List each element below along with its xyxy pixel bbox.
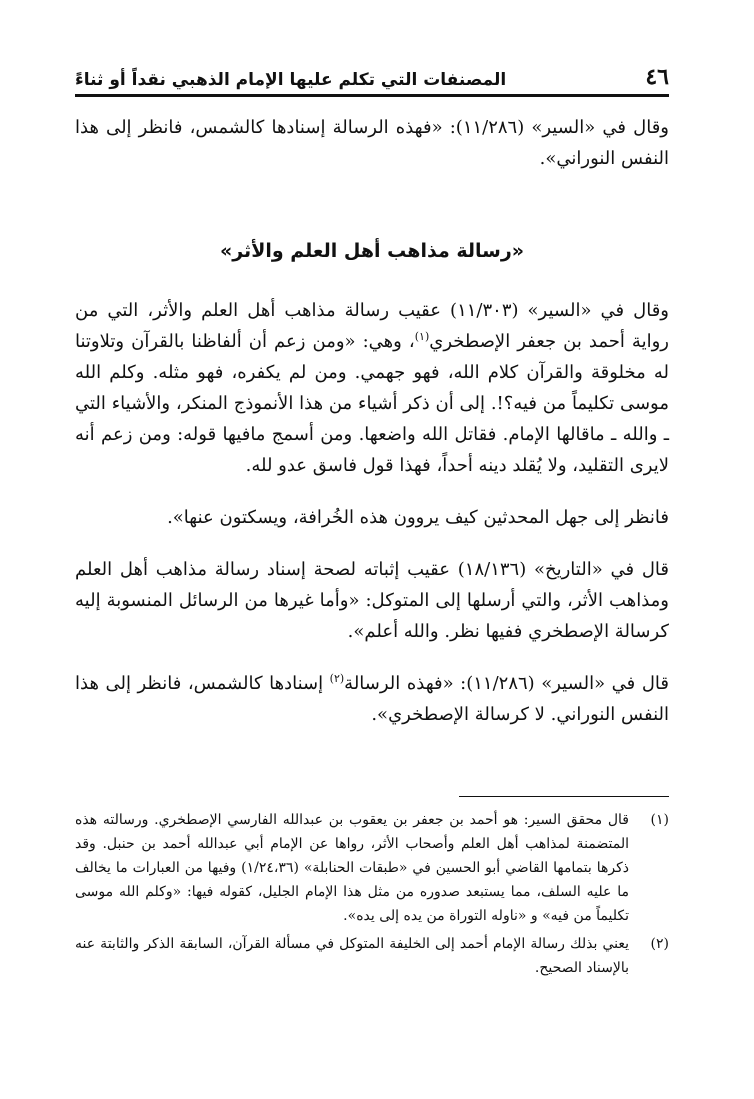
paragraph-1: وقال في «السير» (١١/٢٨٦): «فهذه الرسالة إسنادها كالشمس، فانظر إلى هذا النفس النوراني». <box>75 117 669 169</box>
paragraph-4: قال في «التاريخ» (١٨/١٣٦) عقيب إثباته لصحة إسناد رسالة مذاهب أهل العلم ومذاهب الأثر، والتي أرسلها إلى المتوكل: «وأما غيرها من الرسائل المنسوبة إليه كرسالة الإصطخري ففيها نظر. والله أعلم». <box>75 559 669 642</box>
paragraph-2 <box>75 295 669 481</box>
footnote-ref-1[interactable]: (١) <box>414 330 430 343</box>
footnote-ref-2[interactable]: (٢) <box>329 672 345 685</box>
running-title: المصنفات التي تكلم عليها الإمام الذهبي نقداً أو ثناءً <box>75 70 507 90</box>
paragraph-5 <box>75 668 669 730</box>
page-number: ٤٦ <box>645 64 669 90</box>
main-text <box>75 112 669 751</box>
footnote-text: يعني بذلك رسالة الإمام أحمد إلى الخليفة المتوكل في مسألة القرآن، السابقة الذكر والثابتة عنه بالإسناد الصحيح. <box>75 936 629 976</box>
footnote-text: قال محقق السير: هو أحمد بن جعفر بن يعقوب بن عبدالله الفارسي الإصطخري. ورسالته هذه المتضمنة لمذاهب أهل العلم وأصحاب الأثر، رواها عن الإمام أبي عبدالله أحمد بن حنبل. وقد ذكرها بتمامها القاضي أبو الحسين في «طبقات الحنابلة» (١/٢٤،٣٦) وفيها من العبارات ما يخالف ما عليه السلف، مما يستبعد صدوره من مثل هذا الإمام الجليل، كقوله فيها: «وكلم الله موسى تكليماً من فيه» و «ناوله التوراة من يده إلى يده». <box>75 812 629 924</box>
section-title: «رسالة مذاهب أهل العلم والأثر» <box>219 240 525 262</box>
footnote-number: (١) <box>650 812 669 828</box>
footnote-2 <box>75 932 669 980</box>
page-header <box>75 58 669 97</box>
footnotes <box>75 808 669 984</box>
paragraph-2-part-b: ، وهي: «ومن زعم أن ألفاظنا بالقرآن وتلاوتنا له مخلوقة والقرآن كلام الله، فهو جهمي. ومن لم يكفره، فهو مثله. وكلم الله موسى تكليماً من فيه؟!. إلى أن ذكر أشياء من هذا الأنموذج المنكر، والأشياء التي ـ والله ـ ماقالها الإمام. فقاتل الله واضعها. ومن أسمج مافيها قوله: ومن زعم أنه لايرى التقليد، ولا يُقلد دينه أحداً، فهذا قول فاسق عدو لله. <box>75 331 669 476</box>
footnote-1 <box>75 808 669 928</box>
paragraph-5-part-b: إسنادها كالشمس، فانظر إلى هذا النفس النوراني. لا كرسالة الإصطخري». <box>75 673 669 725</box>
footnote-number: (٢) <box>650 936 669 952</box>
paragraph-3: فانظر إلى جهل المحدثين كيف يروون هذه الخُرافة، ويسكتون عنها». <box>167 507 669 528</box>
paragraph-2-part-a: وقال في «السير» (١١/٣٠٣) عقيب رسالة مذاهب أهل العلم والأثر، التي من رواية أحمد بن جعفر الإصطخري <box>75 300 669 352</box>
paragraph-5-part-a: قال في «السير» (١١/٢٨٦): «فهذه الرسالة <box>344 673 669 694</box>
footnote-divider <box>459 796 669 797</box>
